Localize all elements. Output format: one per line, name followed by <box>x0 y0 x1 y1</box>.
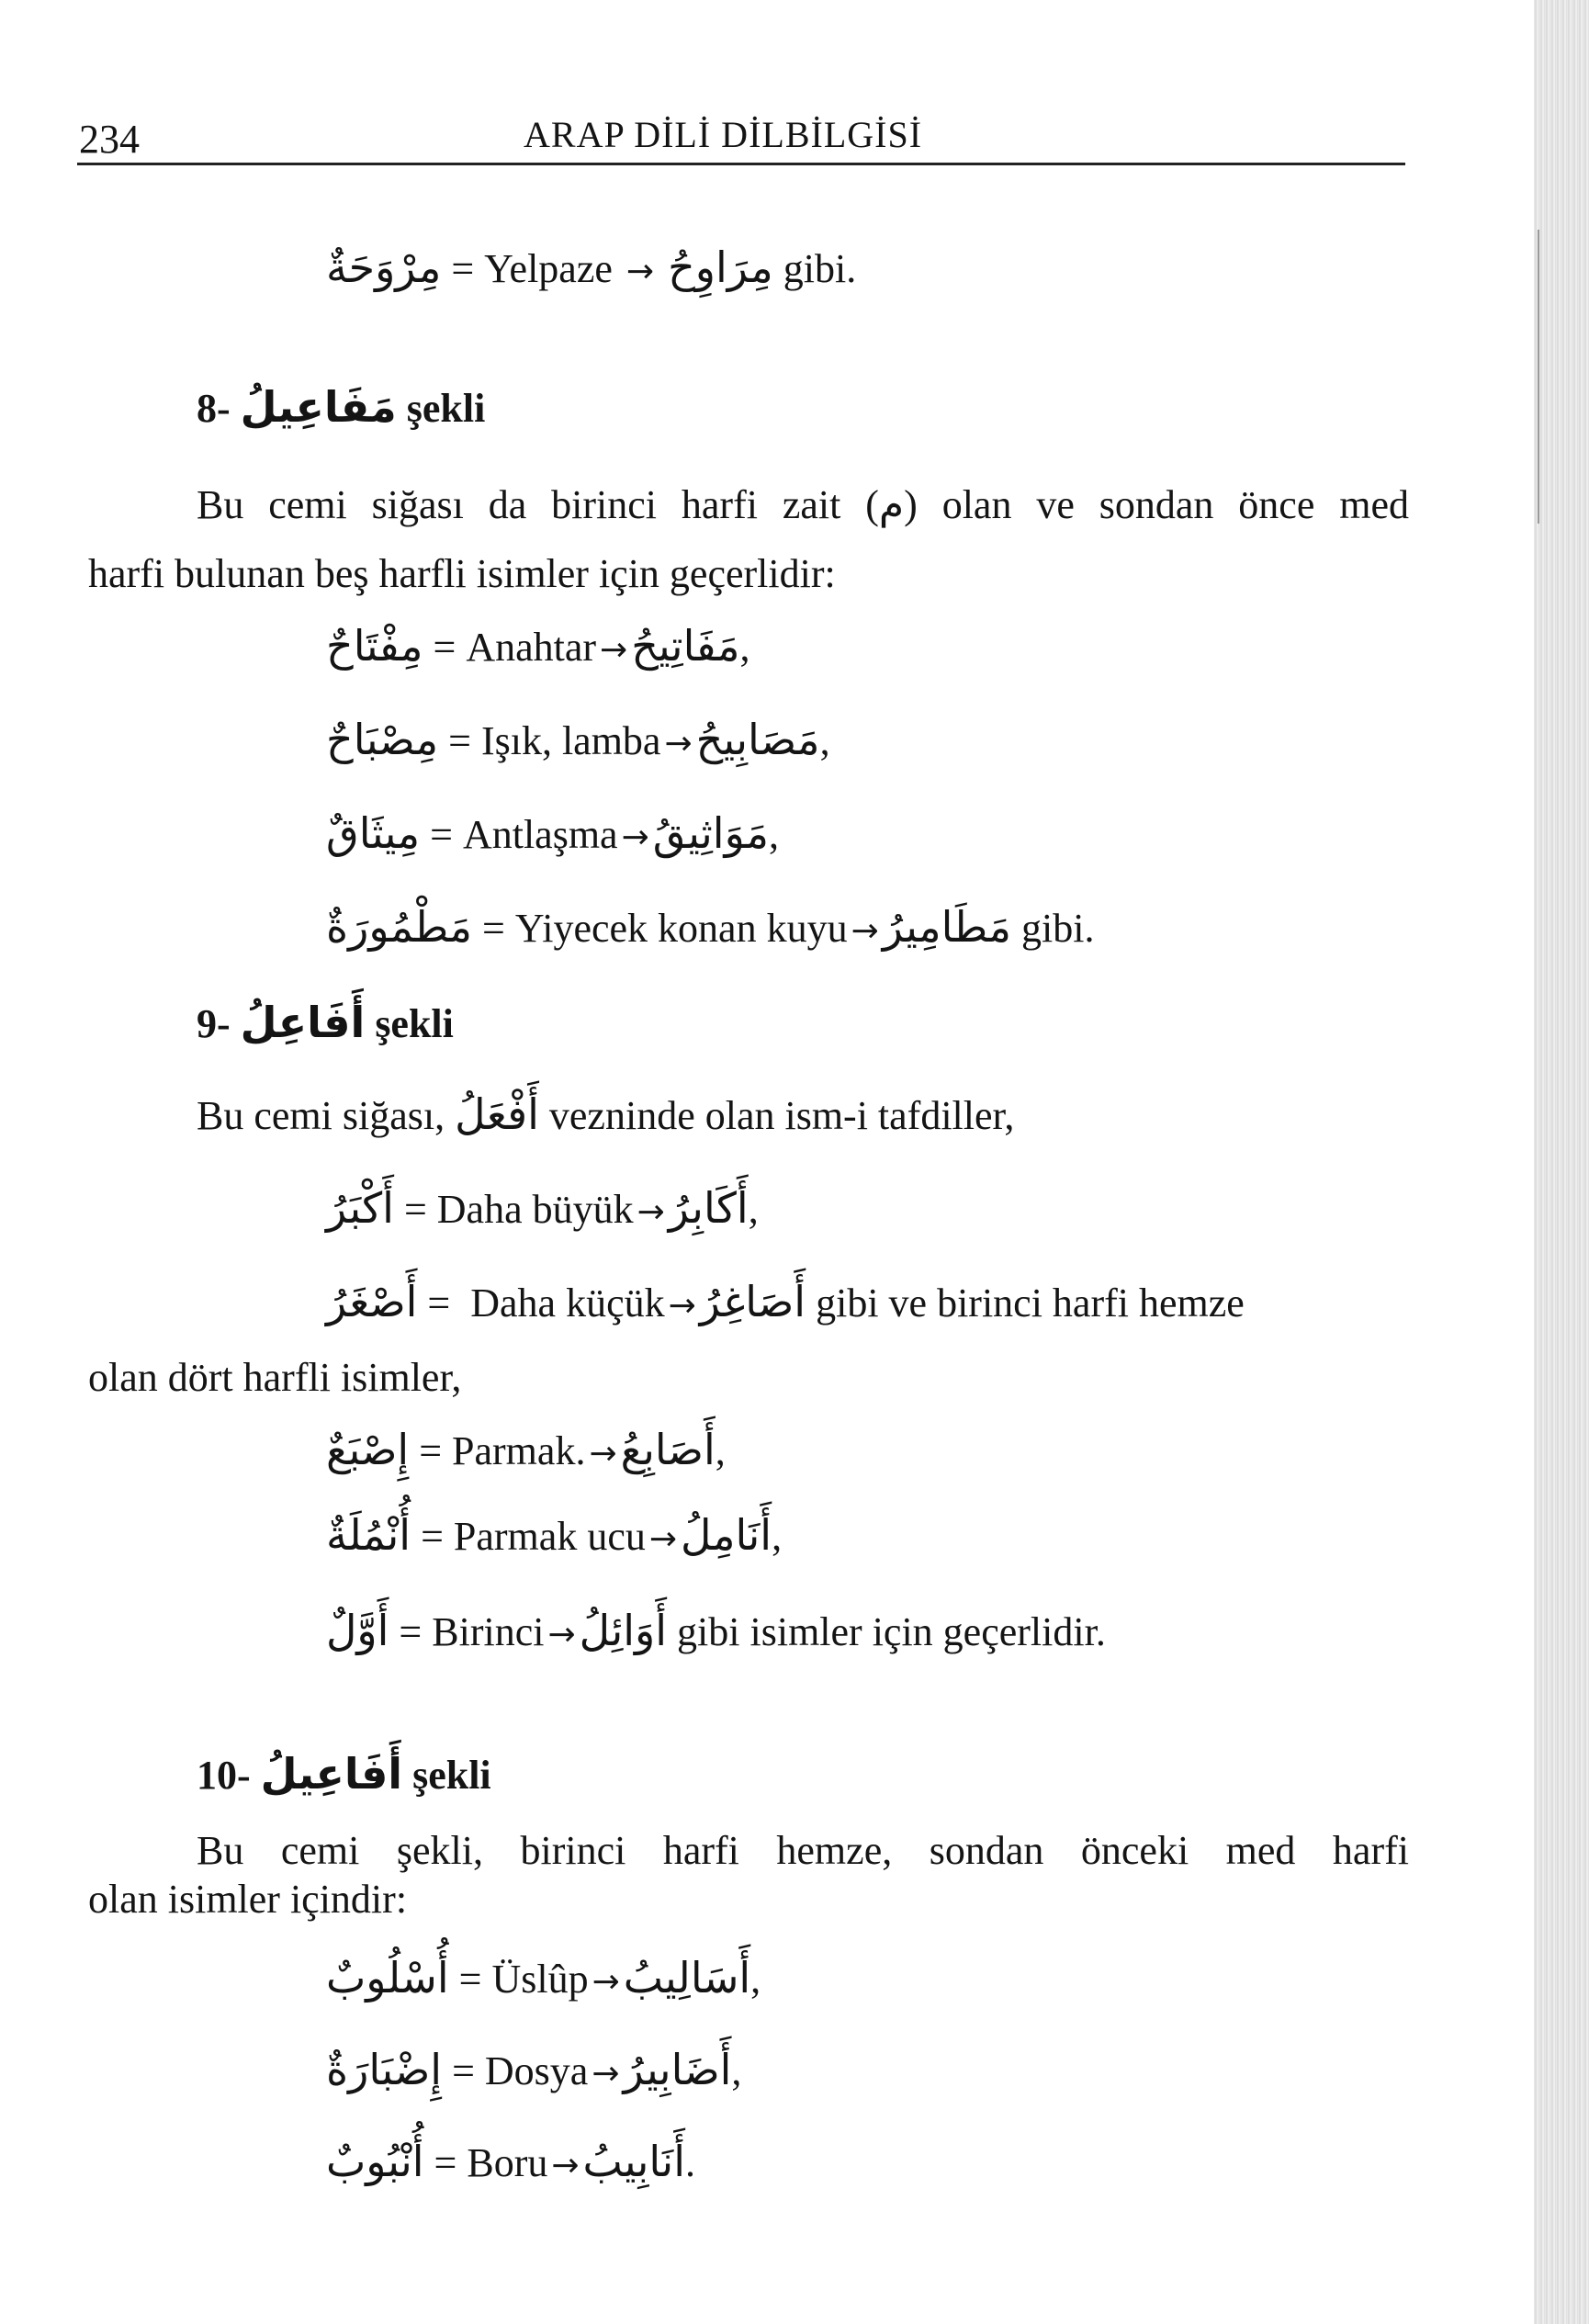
example-line: أَكْبَرُ = Daha büyük →أَكَابِرُ, <box>326 1183 759 1233</box>
example-line: إِصْبَعٌ = Parmak. →أَصَابِعُ, <box>326 1425 726 1474</box>
meaning: Yelpaze <box>484 246 613 291</box>
section-8-heading: 8- مَفَاعِيلُ şekli <box>197 382 486 432</box>
page-edge-shading <box>1534 0 1589 2324</box>
example-line: إِضْبَارَةٌ = Dosya →أَضَابِيرُ, <box>326 2045 742 2094</box>
example-line: أُنْمُلَةٌ = Parmak ucu →أَنَامِلُ, <box>326 1510 783 1560</box>
section-9-paragraph-line-2: olan dört harfli isimler, <box>88 1355 462 1400</box>
arrow-icon: → <box>625 253 655 290</box>
example-line: أَوَّلٌ = Birinci →أَوَائِلُ gibi isimler için geçerlidir. <box>326 1606 1106 1655</box>
section-9-heading: 9- أَفَاعِلُ şekli <box>197 998 454 1047</box>
running-header: ARAP DİLİ DİLBİLGİSİ <box>524 114 923 155</box>
section-10-paragraph-line-2: olan isimler içindir: <box>88 1877 408 1922</box>
example-line: أُنْبُوبٌ = Boru →أَنَابِيبُ. <box>326 2137 695 2186</box>
equals-sign: = <box>451 246 485 291</box>
section-10-heading: 10- أَفَاعِيلُ şekli <box>197 1749 491 1799</box>
section-10-paragraph-line-1: Bu cemi şekli, birinci harfi hemze, sondan önceki med harfi <box>197 1828 1409 1873</box>
example-line: مَطْمُورَةٌ = Yiyecek konan kuyu →مَطَامِيرُ gibi. <box>326 902 1095 952</box>
section-8-paragraph-line-2: harfi bulunan beş harfli isimler için geçerlidir: <box>88 551 836 596</box>
edge-line <box>1538 230 1539 524</box>
suffix: gibi. <box>783 246 857 291</box>
example-line: مِفْتَاحٌ = Anahtar →مَفَاتِيحُ, <box>326 621 750 671</box>
arabic-singular: مِرْوَحَةٌ <box>326 243 442 292</box>
page-number: 234 <box>79 117 140 162</box>
section-8-paragraph-line-1: Bu cemi siğası da birinci harfi zait (م) olan ve sondan önce med <box>197 482 1409 527</box>
example-line: أَصْغَرُ = Daha küçük →أَصَاغِرُ gibi ve birinci harfi hemze <box>326 1277 1245 1326</box>
example-line: مِصْبَاحٌ = Işık, lamba →مَصَابِيحُ, <box>326 715 830 764</box>
example-line: مِيثَاقٌ = Antlaşma →مَوَاثِيقُ, <box>326 808 779 858</box>
header-rule <box>77 163 1405 165</box>
arabic-plural: مِرَاوِحُ <box>668 243 773 292</box>
example-line: أُسْلُوبٌ = Üslûp →أَسَالِيبُ, <box>326 1953 761 2002</box>
section-9-paragraph-line-1: Bu cemi siğası, أَفْعَلُ vezninde olan ism-i tafdiller, <box>197 1089 1015 1139</box>
example-line <box>326 243 857 292</box>
